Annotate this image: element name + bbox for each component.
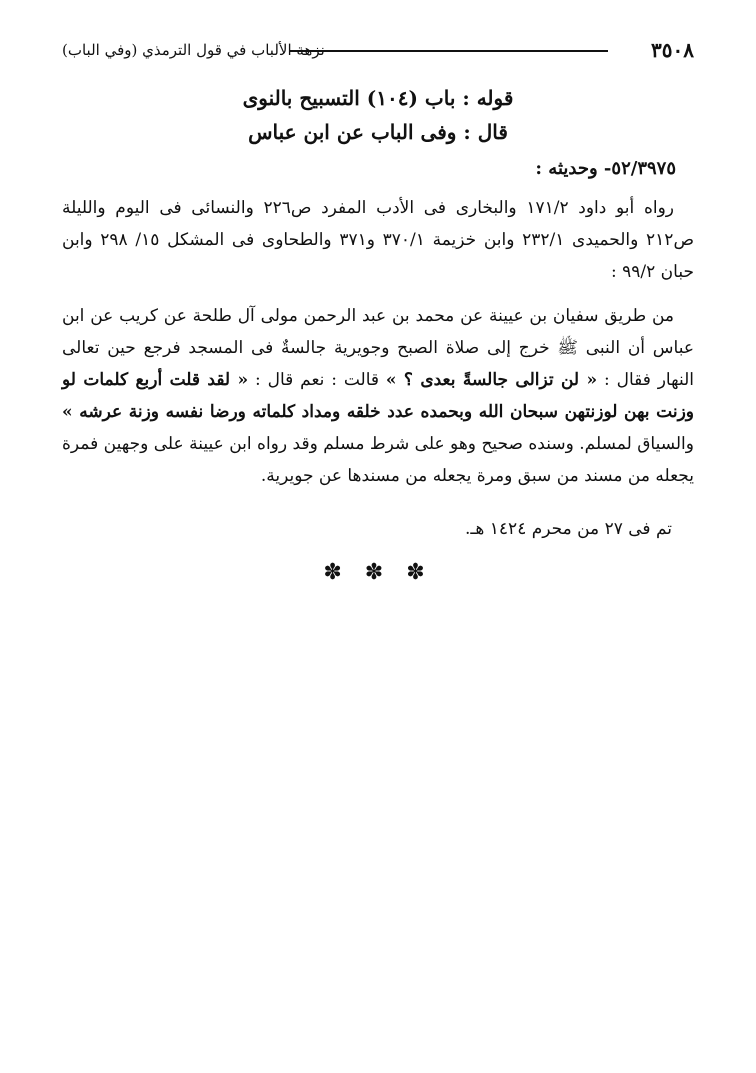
page-header [62,38,694,64]
narration-text-1: من طريق سفيان بن عيينة عن محمد بن عبد الرحمن مولى آل طلحة عن كريب عن ابن عباس أن النبى ﷺ خرج إلى صلاة الصبح وجويرية جالسةٌ فى المسجد فرجع حين تعالى النهار فقال : [62,306,694,390]
page-number: ٣٥٠٨ [651,38,694,62]
narration-text-3: والسياق لمسلم. وسنده صحيح وهو على شرط مسلم وقد رواه ابن عيينة على وجهين فمرة يجعله من مسند من سبق ومرة يجعله من مسندها عن جويرية. [62,434,694,486]
hadith-number: ٥٢/٣٩٧٥- وحديثه : [535,158,676,179]
narration-quote-1: « لن تزالى جالسةً بعدى ؟ » [385,370,598,390]
narration-quote-2: « لقد قلت أربع كلمات لو وزنت بهن لوزنتهن سبحان الله وبحمده عدد خلقه ومداد كلماته ورضا نفسه وزنة عرشه » [62,370,694,422]
sources-paragraph [62,192,694,288]
narration-text-2: قالت : نعم قال : [248,370,386,390]
narration-paragraph [62,300,694,492]
chapter-heading: قوله : باب (١٠٤) التسبيح بالنوى [242,86,514,110]
header-rule [290,50,608,52]
colophon: تم فى ٢٧ من محرم ١٤٢٤ هـ. [465,519,672,539]
running-title: نزهة الألباب في قول الترمذي (وفي الباب) [62,41,325,59]
quote-heading: قال : وفى الباب عن ابن عباس [248,120,508,144]
sources-text: رواه أبو داود ١٧١/٢ والبخارى فى الأدب المفرد ص٢٢٦ والنسائى فى اليوم والليلة ص٢١٢ والحميدى ٢٣٢/١ وابن خزيمة ٣٧٠/١ و٣٧١ والطحاوى فى المشكل ١٥/ ٢٩٨ وابن حبان ٩٩/٢ : [62,198,694,282]
section-end-ornament: ✽ ✽ ✽ [323,560,433,585]
